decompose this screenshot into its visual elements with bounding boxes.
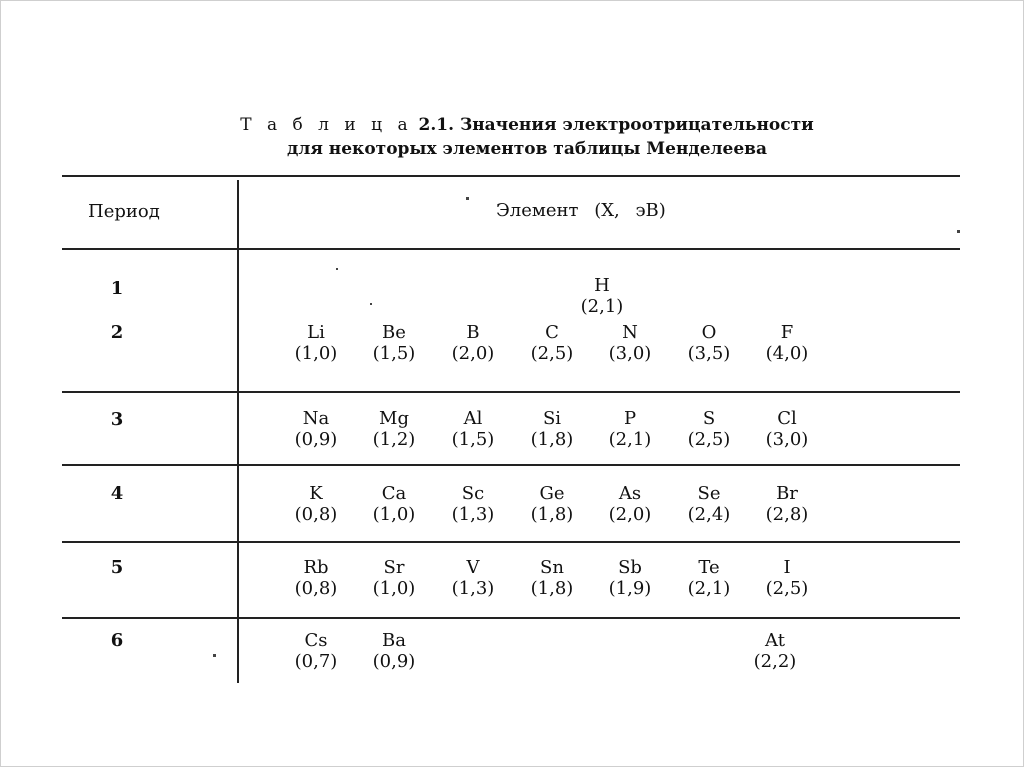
row-divider (62, 617, 960, 619)
element-symbol: K (309, 483, 323, 504)
period-number: 4 (110, 483, 124, 504)
element-symbol: Sn (540, 557, 564, 578)
element-symbol: As (618, 483, 642, 504)
row-divider (62, 391, 960, 393)
caption-number: 2.1. (418, 115, 455, 135)
element-cell (364, 408, 424, 450)
element-cell (572, 275, 632, 317)
period-number: 3 (110, 409, 124, 430)
element-cell (757, 557, 817, 599)
element-symbol: Se (697, 483, 721, 504)
element-value: (2,1) (580, 296, 624, 317)
element-symbol: At (765, 630, 785, 651)
element-cell (600, 483, 660, 525)
element-value: (1,0) (372, 504, 416, 525)
table-caption-line1 (30, 113, 1024, 137)
element-symbol: Na (302, 408, 330, 429)
element-symbol: Ba (382, 630, 406, 651)
element-value: (2,1) (608, 429, 652, 450)
element-cell (286, 630, 346, 672)
element-cell (286, 483, 346, 525)
element-symbol: Sb (618, 557, 642, 578)
element-value: (0,8) (294, 578, 338, 599)
element-symbol: Ca (381, 483, 407, 504)
element-symbol: P (623, 408, 637, 429)
element-value: (1,2) (372, 429, 416, 450)
element-value: (2,0) (451, 343, 495, 364)
element-cell (522, 322, 582, 364)
element-cell (679, 408, 739, 450)
element-cell (522, 557, 582, 599)
element-cell (443, 408, 503, 450)
element-symbol: Al (463, 408, 483, 429)
column-divider (237, 180, 239, 683)
scan-speck (213, 654, 216, 657)
scan-speck (370, 303, 372, 305)
row-divider (62, 464, 960, 466)
element-symbol: Cl (777, 408, 797, 429)
element-value: (3,0) (765, 429, 809, 450)
element-value: (1,0) (372, 578, 416, 599)
element-cell (679, 483, 739, 525)
element-symbol: Cs (304, 630, 328, 651)
element-cell (757, 322, 817, 364)
element-cell (679, 557, 739, 599)
element-cell (286, 557, 346, 599)
element-cell (286, 322, 346, 364)
element-cell (364, 322, 424, 364)
element-cell (364, 630, 424, 672)
header-period: Период (88, 201, 160, 222)
scan-speck (957, 230, 960, 233)
element-symbol: Ge (539, 483, 565, 504)
element-value: (1,5) (451, 429, 495, 450)
element-symbol: H (594, 275, 610, 296)
element-cell (757, 408, 817, 450)
element-value: (2,5) (687, 429, 731, 450)
element-value: (2,5) (530, 343, 574, 364)
element-cell (679, 322, 739, 364)
element-value: (0,7) (294, 651, 338, 672)
element-value: (1,8) (530, 429, 574, 450)
element-cell (286, 408, 346, 450)
scan-speck (336, 268, 338, 270)
element-symbol: V (466, 557, 480, 578)
caption-title: Значения электроотрицательности (459, 115, 814, 135)
element-value: (2,8) (765, 504, 809, 525)
element-symbol: Li (307, 322, 325, 343)
caption-label: Т а б л и ц а (240, 115, 413, 135)
element-cell (600, 557, 660, 599)
element-value: (3,0) (608, 343, 652, 364)
element-cell (364, 483, 424, 525)
element-cell (757, 483, 817, 525)
element-symbol: Si (542, 408, 562, 429)
element-cell (443, 483, 503, 525)
element-symbol: O (701, 322, 717, 343)
element-symbol: Mg (379, 408, 409, 429)
element-cell (443, 322, 503, 364)
element-symbol: Te (698, 557, 720, 578)
element-value: (2,5) (765, 578, 809, 599)
table-caption-line2: для некоторых элементов таблицы Менделеева (287, 139, 767, 159)
element-value: (2,1) (687, 578, 731, 599)
element-value: (2,2) (753, 651, 797, 672)
scan-speck (466, 197, 469, 200)
element-value: (1,3) (451, 578, 495, 599)
period-number: 2 (110, 322, 124, 343)
element-symbol: C (545, 322, 559, 343)
header-bottom-rule (62, 248, 960, 250)
element-cell (522, 483, 582, 525)
element-cell (745, 630, 805, 672)
element-symbol: Sr (383, 557, 405, 578)
element-symbol: S (702, 408, 716, 429)
element-value: (1,8) (530, 578, 574, 599)
element-value: (1,8) (530, 504, 574, 525)
element-value: (2,0) (608, 504, 652, 525)
element-cell (443, 557, 503, 599)
period-number: 5 (110, 557, 124, 578)
element-cell (522, 408, 582, 450)
header-element: Элемент (Х, эВ) (496, 200, 666, 221)
element-symbol: F (780, 322, 794, 343)
element-symbol: N (622, 322, 638, 343)
element-value: (0,9) (294, 429, 338, 450)
element-value: (0,9) (372, 651, 416, 672)
period-number: 6 (110, 630, 124, 651)
element-symbol: I (783, 557, 791, 578)
element-symbol: Br (776, 483, 798, 504)
element-value: (0,8) (294, 504, 338, 525)
period-number: 1 (110, 278, 124, 299)
element-value: (2,4) (687, 504, 731, 525)
element-symbol: Rb (303, 557, 329, 578)
row-divider (62, 541, 960, 543)
element-value: (1,3) (451, 504, 495, 525)
element-cell (600, 322, 660, 364)
element-symbol: Sc (461, 483, 485, 504)
element-value: (4,0) (765, 343, 809, 364)
element-cell (364, 557, 424, 599)
element-value: (3,5) (687, 343, 731, 364)
element-symbol: Be (382, 322, 406, 343)
element-value: (1,0) (294, 343, 338, 364)
table-top-rule (62, 175, 960, 177)
element-value: (1,5) (372, 343, 416, 364)
element-symbol: B (466, 322, 480, 343)
element-value: (1,9) (608, 578, 652, 599)
element-cell (600, 408, 660, 450)
